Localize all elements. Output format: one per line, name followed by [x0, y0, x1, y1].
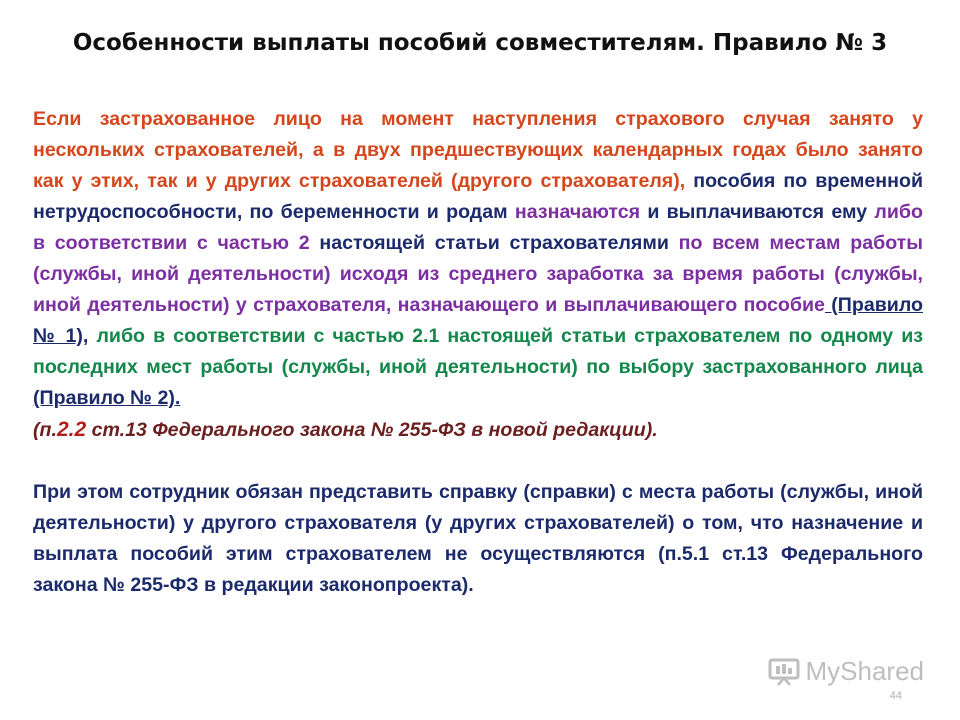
law-reference-rest: ст.13 Федерального закона № 255-ФЗ в новой редакции).	[86, 419, 658, 441]
watermark	[768, 656, 925, 687]
law-reference-prefix: (п.	[33, 419, 57, 441]
slide-body	[33, 104, 923, 601]
text-segment-paid: и выплачиваются ему	[640, 201, 868, 223]
law-reference-number: 2.2	[56, 418, 87, 441]
text-segment-part2: либо в соответствии с частью 2	[33, 201, 923, 254]
text-segment-part2-1: либо в соответствии с частью 2.1 настоящей статьи страхователем по одному из последних мест работы (службы, иной деятельности) по выбору застрахованного лица	[33, 325, 923, 378]
text-segment-all-workplaces: по всем местам работы (службы, иной деятельности) исходя из среднего заработка за время работы (службы, иной деятельности) у страхователя, назначающего и выплачивающего пособие	[33, 232, 924, 316]
text-segment-condition: Если застрахованное лицо на момент наступления страхового случая занято у нескольких страхователей, а в двух предшествующих календарных годах было занято как у этих, так и у других страхователей (другого страхователя),	[33, 108, 923, 192]
rule-2-link: (Правило № 2).	[33, 387, 181, 409]
text-segment-assigned: назначаются	[507, 201, 641, 223]
slide-title: Особенности выплаты пособий совместителям. Правило № 3	[72, 30, 888, 56]
text-segment-insurers: настоящей статьи страхователями	[309, 232, 669, 254]
page-number: 44	[889, 690, 902, 702]
rule-1-link: (Правило № 1),	[33, 294, 923, 347]
watermark-text: MyShared	[805, 656, 924, 686]
presentation-icon	[768, 658, 800, 686]
paragraph-spacer	[33, 446, 923, 477]
text-paragraph-certificate: При этом сотрудник обязан представить справку (справки) с места работы (службы, иной деятельности) у другого страхователя (у других страхователей) о том, что назначение и выплата пособий этим страхователем не осуществляются (п.5.1 ст.13 Федерального закона № 255-ФЗ в редакции законопроекта).	[33, 481, 923, 596]
law-reference	[33, 419, 658, 441]
text-segment-benefits: пособия по временной нетрудоспособности, по беременности и родам	[33, 170, 923, 223]
